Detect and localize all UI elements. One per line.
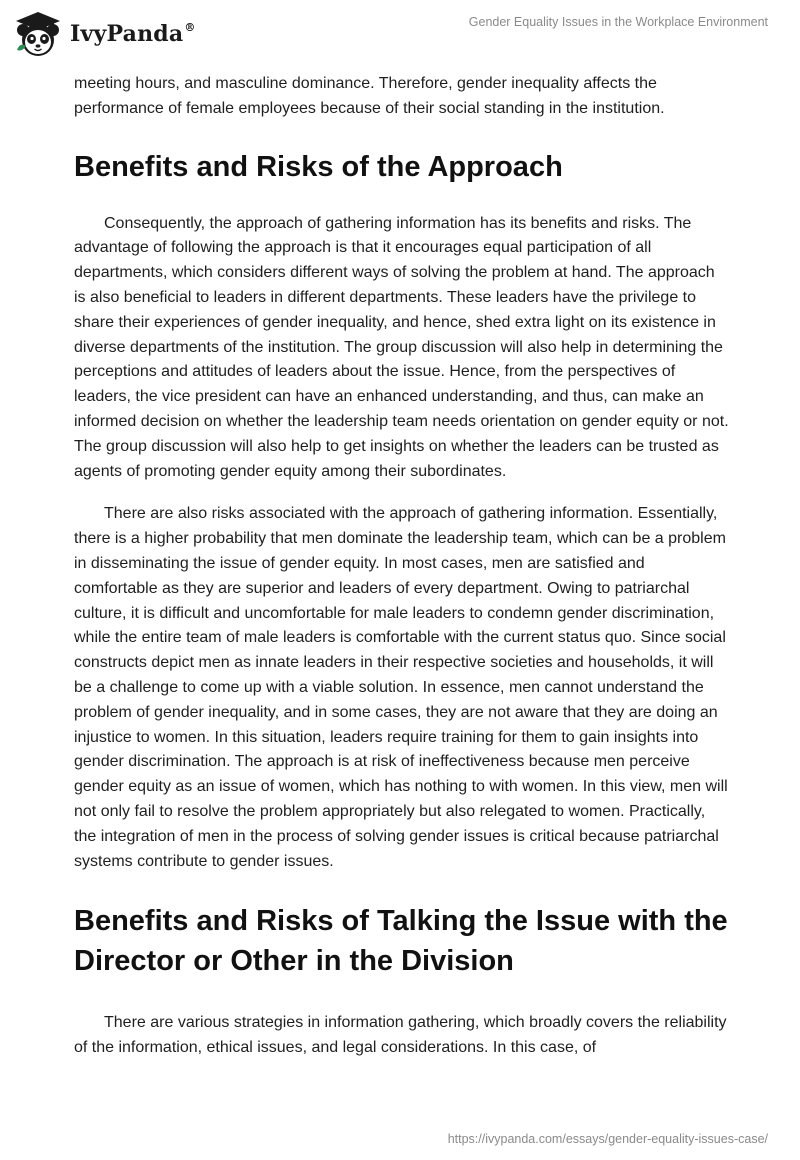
section-heading-director: Benefits and Risks of Talking the Issue with the Director or Other in the Division xyxy=(74,905,728,978)
panda-graduate-icon xyxy=(14,10,62,58)
brand-logo[interactable] xyxy=(14,10,196,58)
paragraph: Consequently, the approach of gathering information has its benefits and risks. The advantage of following the approach is that it encourages equal participation of all departments, which considers different ways of solving the problem at hand. The approach is also beneficial to leaders in different departments. These leaders have the privilege to share their experiences of gender inequality, and hence, shed extra light on its existence in diverse departments of the institution. The group discussion will also help in determining the perceptions and attitudes of leaders about the issue. Hence, from the perspectives of leaders, the vice president can have an enhanced understanding, and thus, can make an informed decision on whether the leadership team needs orientation on gender equity or not. The group discussion will also help to get insights on whether the leaders can be trusted as agents of promoting gender equity among their subordinates. xyxy=(74,214,729,480)
page-header xyxy=(0,0,800,66)
paragraph: There are various strategies in information gathering, which broadly covers the reliability of the information, ethical issues, and legal considerations. In this case, of xyxy=(74,1014,727,1057)
registered-mark: ® xyxy=(184,20,196,34)
intro-paragraph: meeting hours, and masculine dominance. Therefore, gender inequality affects the performance of female employees because of their social standing in the institution. xyxy=(74,75,665,117)
article-body xyxy=(74,72,730,1061)
paragraph: There are also risks associated with the approach of gathering information. Essentially, there is a higher probability that men dominate the leadership team, which can be a problem in disseminating the issue of gender equity. In most cases, men are satisfied and comfortable as they are superior and leaders of every department. Owing to patriarchal culture, it is difficult and uncomfortable for male leaders to condemn gender discrimination, while the entire team of male leaders is comfortable with the current status quo. Since social constructs depict men as innate leaders in their respective societies and households, it will be a challenge to come up with a viable solution. In essence, men cannot understand the problem of gender inequality, and in some cases, they are not aware that they are doing an injustice to women. In this situation, leaders require training for them to gain insights into gender discrimination. The approach is at risk of ineffectiveness because men perceive gender equity as an issue of women, which has nothing to with women. In this view, men will not only fail to resolve the problem appropriately but also relegated to women. Practically, the integration of men in the process of solving gender issues is critical because patriarchal systems contribute to gender issues. xyxy=(74,505,728,870)
document-title: Gender Equality Issues in the Workplace Environment xyxy=(468,15,768,29)
brand-name: IvyPanda® xyxy=(70,20,196,47)
section-heading-approach: Benefits and Risks of the Approach xyxy=(74,150,563,183)
source-url[interactable]: https://ivypanda.com/essays/gender-equality-issues-case/ xyxy=(447,1132,768,1146)
